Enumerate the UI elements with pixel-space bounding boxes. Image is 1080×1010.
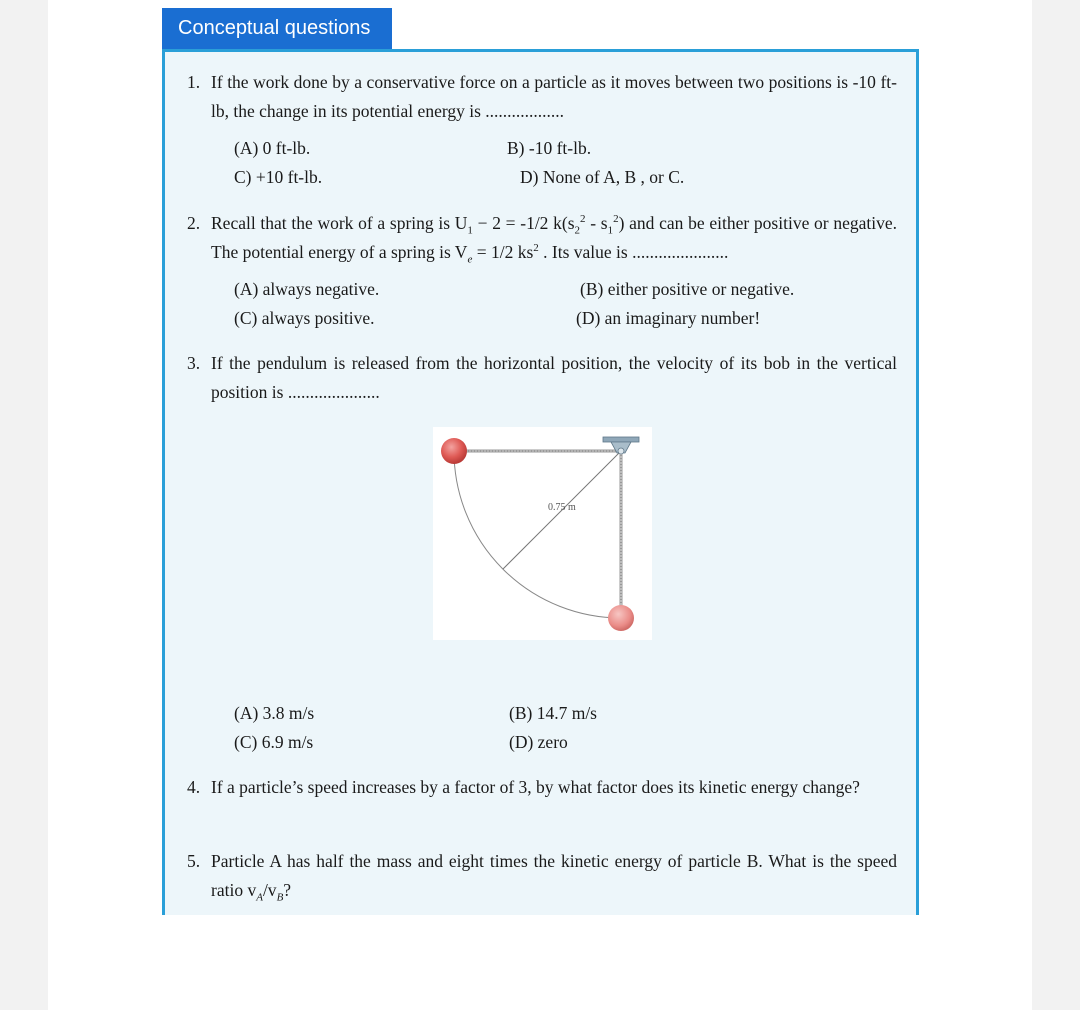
question-number: 4. <box>187 777 201 797</box>
question-1 <box>187 68 897 126</box>
option-a: (A) always negative. <box>234 279 380 299</box>
option-a: (A) 0 ft-lb. <box>234 138 311 158</box>
question-4 <box>187 773 897 802</box>
question-text: If the work done by a conservative force on a particle as it moves between two positions is -10 ft-lb, the change in its potential energy is .................. <box>211 72 897 121</box>
option-b: (B) either positive or negative. <box>580 279 795 299</box>
question-3 <box>187 349 897 407</box>
option-b: B) -10 ft-lb. <box>507 138 592 158</box>
section-title: Conceptual questions <box>162 8 392 50</box>
question-number: 5. <box>187 851 201 871</box>
option-c: C) +10 ft-lb. <box>234 167 323 187</box>
option-b: (B) 14.7 m/s <box>509 703 597 723</box>
question-2 <box>187 209 897 267</box>
question-number: 2. <box>187 213 201 233</box>
question-number: 1. <box>187 72 201 92</box>
question-number: 3. <box>187 353 201 373</box>
question-text: If a particle’s speed increases by a factor of 3, by what factor does its kinetic energy change? <box>211 777 860 797</box>
ceiling-support <box>603 437 639 442</box>
question-5 <box>187 847 897 905</box>
option-d: D) None of A, B , or C. <box>520 167 685 187</box>
pendulum-figure <box>433 427 652 640</box>
pendulum-diagram <box>433 427 652 640</box>
bob-horizontal <box>441 438 467 464</box>
length-label: 0.75 m <box>548 502 576 513</box>
option-d: (D) zero <box>509 732 568 752</box>
question-text: Recall that the work of a spring is $U_1 - 2 = -1/2$ $k(s_2^2 - s_1^2)$ and can be either positive or negative. The potential energy of a spring is $V_e = 1/2$ $ks^2$ . Its value is ...................... <box>211 213 897 266</box>
option-a: (A) 3.8 m/s <box>234 703 315 723</box>
bob-vertical <box>608 605 634 631</box>
pivot-pin <box>618 448 624 454</box>
question-text: Particle A has half the mass and eight times the kinetic energy of particle B. What is the speed ratio $v_A/v_B$? <box>211 851 897 904</box>
questions-box <box>162 49 919 915</box>
option-c: (C) 6.9 m/s <box>234 732 314 752</box>
option-c: (C) always positive. <box>234 308 375 328</box>
question-text: If the pendulum is released from the horizontal position, the velocity of its bob in the vertical position is ..................... <box>211 353 897 402</box>
option-d: (D) an imaginary number! <box>576 308 761 328</box>
